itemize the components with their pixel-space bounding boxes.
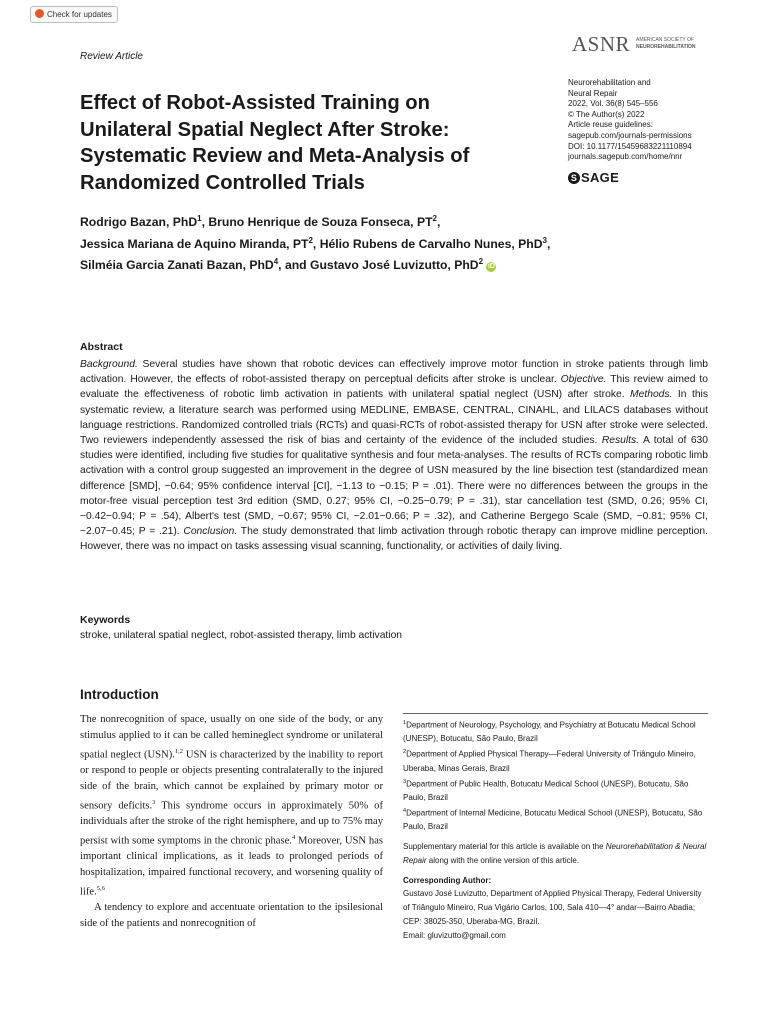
corresponding-author: Gustavo José Luvizutto, Department of Applied Physical Therapy, Federal University of Triângulo Mineiro, Rua Vigário Carlos, 100, Sala 410—4° andar—Bairro Abadia; CEP: 38025-350, Uberaba-MG, Brazil. [403, 889, 702, 926]
corresponding-author-heading: Corresponding Author: [403, 875, 492, 885]
paragraph: The nonrecognition of space, usually on one side of the body, or any stimulus applied to it can be called hemineglect syndrome or unilateral spatial neglect (USN).$^{1,2}$ USN is characterized by the inability to report or respond to people or objects presenting contralaterally to the injured side of the brain, which cannot be explained by primary motor or sensory deficits.$^3$ This syndrome occurs in approximately 50% of individuals after the stroke of the right hemisphere, and up to 75% may persist with some symptoms in the chronic phase.$^4$ Moreover, USN has important clinical implications, as it leads to prolonged periods of hospitalization, impaired functional recovery, and worsening quality of life.$^{5,6}$ [80, 714, 384, 898]
introduction-heading: Introduction [80, 687, 159, 702]
journal-name-2: Neural Repair [568, 88, 618, 98]
affiliation: $^3$Department of Public Health, Botucatu Medical School (UNESP), Botucatu, São Paulo, Brazil [403, 778, 689, 802]
asnr-logo-mark: ASNR [572, 32, 631, 56]
journal-copyright: © The Author(s) 2022 [568, 109, 645, 119]
keywords-list: stroke, unilateral spatial neglect, robot-assisted therapy, limb activation [80, 630, 403, 641]
orcid-icon[interactable]: iD [487, 263, 495, 271]
abstract-body: Background. Several studies have shown that robotic devices can effectively improve motor function in stroke patients through limb activation. However, the effects of robot-assisted therapy on perceptual deficits after stroke is unclear. Objective. This review aimed to evaluate the effectiveness of robotic limb activation in patients with unilateral spatial neglect (USN) after stroke. Methods. In this systematic review, a literature search was performed using MEDLINE, EMBASE, CENTRAL, CINAHL, and LILACS databases without language restrictions. Randomized controlled trials (RCTs) and quasi-RCTs of robot-assisted therapy for USN after stroke were selected. Two reviewers independently assessed the risk of bias and certainty of the evidence of the included studies. Results. A total of 630 studies were identified, including five studies for qualitative synthesis and four meta-analyses. The results of RCTs comparing robotic limb activation with a control group suggested an improvement in the degree of USN measured by the line bisection test (standardized mean difference [SMD], −0.64; 95% confidence interval [CI], −1.13 to −0.15; P = .01). There were no differences between the groups in the motor-free visual perception test 3rd edition (SMD, 0.27; 95% CI, −0.25−0.79; P = .31), star cancellation test (SMD, 0.26; 95% CI, −0.42−0.94; P = .54), Albert's test (SMD, −0.67; 95% CI, −2.01−0.66; P = .32), and Catherine Bergego Scale (SMD, −0.81; 95% CI, −2.07−0.45; P = .21). Conclusion. The study demonstrated that limb activation through robotic therapy can improve midline perception. However, there was no impact on tasks assessing visual scanning, functionality, or activities of daily living. [80, 359, 709, 553]
introduction-body [80, 712, 383, 931]
paragraph: A tendency to explore and accentuate orientation to the ipsilesional side of the patients and nonrecognition of [80, 901, 383, 929]
check-updates-icon [35, 9, 44, 18]
reuse-link[interactable]: sagepub.com/journals-permissions [568, 130, 692, 140]
affiliation: $^1$Department of Neurology, Psychology, and Psychiatry at Botucatu Medical School (UNESP), Botucatu, São Paulo, Brazil [403, 720, 696, 744]
asnr-logo-subtitle: AMERICAN SOCIETY OF NEUROREHABILITATION [636, 37, 696, 50]
reuse-label: Article reuse guidelines: [568, 120, 653, 130]
sage-icon: S [568, 172, 580, 184]
author-line: Rodrigo Bazan, PhD$^1$, Bruno Henrique de Souza Fonseca, $PT^2$, [80, 214, 441, 230]
footnotes [403, 717, 708, 943]
sage-logo: S SAGE [568, 170, 619, 185]
supplementary-note: Supplementary material for this article is available on the Neurorehabilitation & Neural Repair along with the online version of this article. [403, 842, 707, 865]
corresponding-email[interactable]: Email: gluvizutto@gmail.com [403, 930, 506, 940]
check-for-updates-button[interactable]: Check for updates [30, 6, 118, 23]
footnote-divider [403, 713, 708, 714]
asnr-logo [572, 32, 712, 60]
abstract-heading: Abstract [80, 341, 123, 353]
journal-volume: 2022, Vol. 36(8) 545–556 [568, 99, 658, 109]
affiliation: $^4$Department of Internal Medicine, Botucatu Medical School (UNESP), Botucatu, São Paulo, Brazil [403, 807, 703, 832]
author-line: Silméia Garcia Zanati Bazan, PhD$^4$, and Gustavo José Luvizutto, PhD$^2$ iD [80, 257, 495, 273]
keywords-heading: Keywords [80, 614, 131, 626]
journal-name: Neurorehabilitation and [568, 78, 651, 87]
author-line: Jessica Mariana de Aquino Miranda, $PT^2$, Hélio Rubens de Carvalho Nunes, PhD$^3$, [80, 235, 551, 251]
affiliation: $^2$Department of Applied Physical Therapy—Federal University of Triângulo Mineiro, Uberaba, Minas Gerais, Brazil [403, 749, 696, 773]
doi[interactable]: DOI: 10.1177/15459683221110894 [568, 141, 692, 151]
journal-link[interactable]: journals.sagepub.com/home/nnr [568, 152, 683, 162]
article-title: Effect of Robot-Assisted Training on Unilateral Spatial Neglect After Stroke: Systematic Review and Meta-Analysis of Randomized Controlled Trials [80, 92, 470, 194]
journal-meta [568, 78, 758, 163]
article-type: Review Article [80, 51, 143, 62]
author-list [80, 210, 680, 275]
